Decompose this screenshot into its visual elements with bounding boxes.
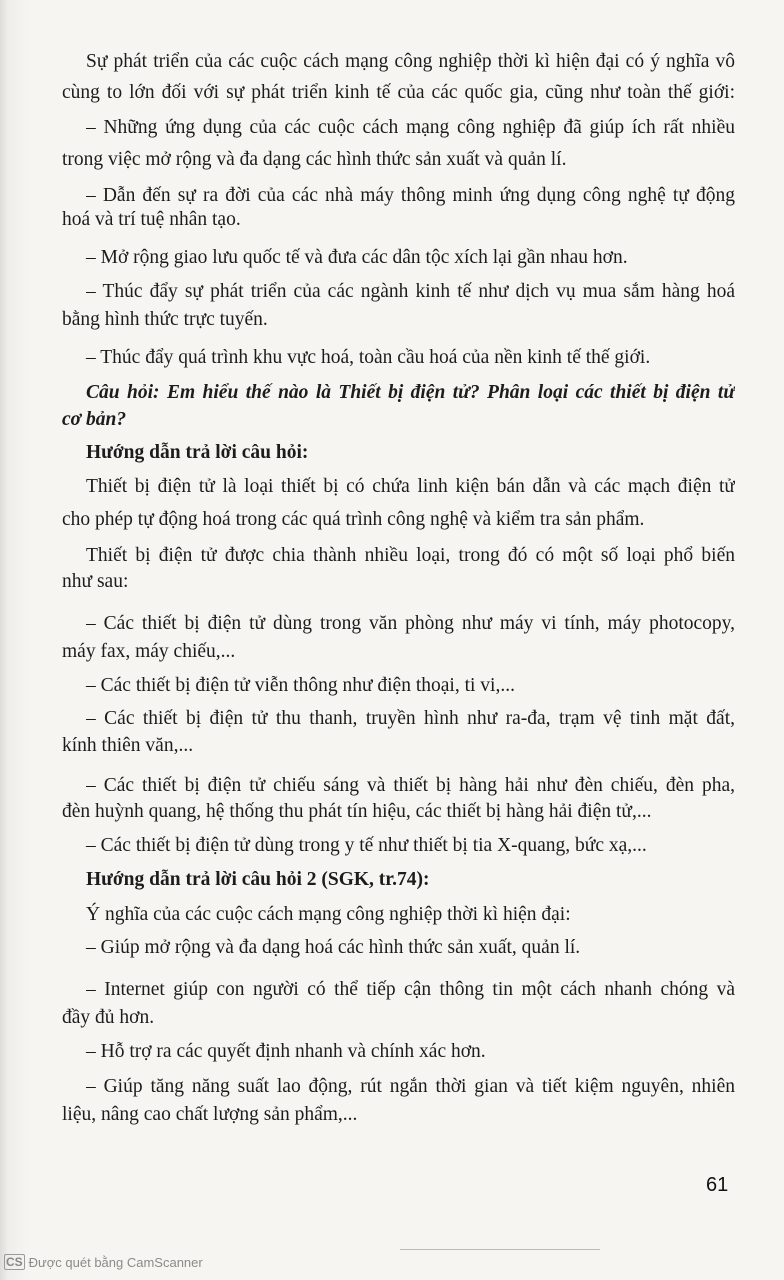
- text-line: hoá và trí tuệ nhân tạo.: [62, 209, 241, 230]
- heading-line: cơ bản?: [62, 409, 127, 430]
- text-line: đầy đủ hơn.: [62, 1007, 155, 1028]
- text-line: – Thúc đẩy quá trình khu vực hoá, toàn cầu hoá của nền kinh tế thế giới.: [86, 347, 651, 368]
- text-line: – Các thiết bị điện tử thu thanh, truyền hình như ra-đa, trạm vệ tinh mặt đất,: [86, 708, 735, 729]
- text-line: Câu hỏi: Em hiểu thế nào là Thiết bị điện tử? Phân loại các thiết bị điện tử: [86, 382, 735, 403]
- text-line: – Dẫn đến sự ra đời của các nhà máy thông minh ứng dụng công nghệ tự động: [86, 185, 735, 206]
- text-line: cùng to lớn đối với sự phát triển kinh tế của các quốc gia, cũng như toàn thế giới:: [62, 82, 735, 103]
- heading-line: Hướng dẫn trả lời câu hỏi:: [86, 442, 309, 463]
- text-line: Thiết bị điện tử là loại thiết bị có chứa linh kiện bán dẫn và các mạch điện tử: [86, 476, 735, 497]
- text-line: – Mở rộng giao lưu quốc tế và đưa các dân tộc xích lại gần nhau hơn.: [86, 247, 628, 268]
- text-line: Ý nghĩa của các cuộc cách mạng công nghiệp thời kì hiện đại:: [86, 904, 571, 925]
- text-line: – Thúc đẩy sự phát triển của các ngành kinh tế như dịch vụ mua sắm hàng hoá: [86, 281, 735, 302]
- text-line: – Hỗ trợ ra các quyết định nhanh và chính xác hơn.: [86, 1041, 486, 1062]
- text-line: – Giúp tăng năng suất lao động, rút ngắn thời gian và tiết kiệm nguyên, nhiên: [86, 1076, 735, 1097]
- text-line: – Những ứng dụng của các cuộc cách mạng công nghiệp đã giúp ích rất nhiều: [86, 117, 735, 138]
- text-line: máy fax, máy chiếu,...: [62, 641, 236, 662]
- text-line: – Các thiết bị điện tử dùng trong văn phòng như máy vi tính, máy photocopy,: [86, 613, 735, 634]
- watermark-text: Được quét bằng CamScanner: [28, 1254, 203, 1270]
- page-number: 61: [706, 1174, 729, 1196]
- text-line: Thiết bị điện tử được chia thành nhiều loại, trong đó có một số loại phổ biến: [86, 545, 735, 566]
- text-line: đèn huỳnh quang, hệ thống thu phát tín hiệu, các thiết bị hàng hải điện tử,...: [62, 801, 652, 822]
- text-line: liệu, nâng cao chất lượng sản phẩm,...: [62, 1104, 358, 1125]
- text-line: cho phép tự động hoá trong các quá trình công nghệ và kiểm tra sản phẩm.: [62, 509, 645, 530]
- text-line: – Internet giúp con người có thể tiếp cận thông tin một cách nhanh chóng và: [86, 979, 735, 1000]
- text-line: bằng hình thức trực tuyến.: [62, 309, 268, 330]
- text-line: như sau:: [62, 571, 129, 592]
- text-line: – Các thiết bị điện tử viễn thông như điện thoại, ti vi,...: [86, 675, 515, 696]
- text-line: Sự phát triển của các cuộc cách mạng công nghiệp thời kì hiện đại có ý nghĩa vô: [86, 51, 735, 72]
- heading-line: Hướng dẫn trả lời câu hỏi 2 (SGK, tr.74):: [86, 869, 430, 890]
- scanner-watermark: [4, 1254, 203, 1270]
- text-line: – Giúp mở rộng và đa dạng hoá các hình thức sản xuất, quản lí.: [86, 937, 581, 958]
- text-line: trong việc mở rộng và đa dạng các hình thức sản xuất và quản lí.: [62, 149, 567, 170]
- text-line: – Các thiết bị điện tử chiếu sáng và thiết bị hàng hải như đèn chiếu, đèn pha,: [86, 775, 735, 796]
- text-line: – Các thiết bị điện tử dùng trong y tế như thiết bị tia X-quang, bức xạ,...: [86, 835, 647, 856]
- text-line: kính thiên văn,...: [62, 735, 194, 756]
- divider: [400, 1249, 600, 1250]
- camscanner-logo-icon: CS: [6, 1255, 23, 1269]
